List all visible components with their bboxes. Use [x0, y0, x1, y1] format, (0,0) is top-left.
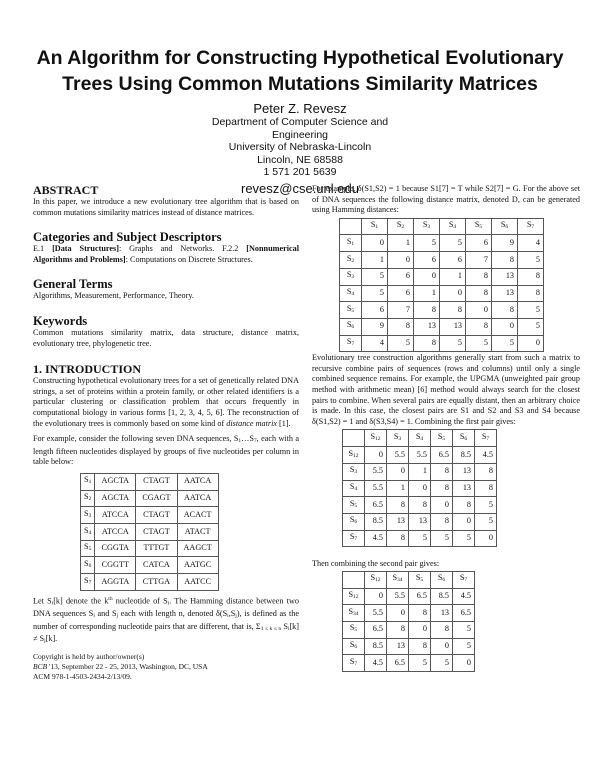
matrix-cell: 0	[388, 252, 414, 269]
matrix-cell: 13	[492, 285, 518, 302]
matrix-cell: 8	[431, 513, 453, 530]
matrix-cell: 4	[362, 335, 388, 352]
matrix-cell: 8	[492, 302, 518, 319]
matrix-cell: 0	[414, 268, 440, 285]
table-row	[340, 318, 544, 335]
table-row	[81, 507, 219, 524]
abstract-text: In this paper, we introduce a new evolutionary tree algorithm that is based on common mutations similarity matrices instead of distance matrices.	[33, 197, 299, 217]
paper-title: An Algorithm for Constructing Hypothetical Evolutionary Trees Using Common Mutations Similarity Matrices	[36, 47, 564, 95]
distance-matrix-d	[339, 218, 544, 353]
matrix-cell: 4	[518, 235, 544, 252]
matrix-cell: 5	[362, 285, 388, 302]
row-header: $S_4$	[340, 285, 362, 302]
matrix-cell: 5	[431, 655, 453, 672]
intro-paragraph-2: For example, consider the following seven DNA sequences, $S_1\dots S_7$, each with a length fifteen nucleotides displayed by groups of five nucleotides per column in table below:	[33, 434, 299, 467]
matrix-cell: 0	[409, 621, 431, 638]
matrix-cell: 8	[440, 302, 466, 319]
table-row	[81, 574, 219, 591]
matrix-cell: 0	[387, 463, 409, 480]
column-header: $S_6$	[453, 430, 475, 447]
column-header: $S_6$	[431, 571, 453, 588]
matrix-cell: 6	[388, 285, 414, 302]
sequence-cell: CGGTT	[95, 557, 136, 574]
matrix-cell: 8	[492, 252, 518, 269]
matrix-cell: 0	[362, 235, 388, 252]
matrix-cell: 6.5	[365, 497, 387, 514]
sequence-cell: AATCA	[177, 473, 218, 490]
table-row	[340, 302, 544, 319]
matrix-cell: 0	[365, 588, 387, 605]
sequence-label: $S_2$	[81, 490, 95, 507]
matrix-cell: 6	[388, 268, 414, 285]
matrix-cell: 0	[409, 480, 431, 497]
table-row	[340, 235, 544, 252]
matrix-cell: 6.5	[453, 605, 475, 622]
row-header: $S_{34}$	[343, 605, 365, 622]
table-row	[343, 463, 497, 480]
table-row	[81, 557, 219, 574]
matrix-cell: 6.5	[387, 655, 409, 672]
phone: 1 571 201 5639	[263, 166, 337, 179]
matrix-cell: 1	[409, 463, 431, 480]
matrix-cell: 5	[409, 530, 431, 547]
sequence-label: $S_3$	[81, 507, 95, 524]
sequence-cell: ATACT	[177, 523, 218, 540]
matrix-cell: 5	[475, 497, 497, 514]
matrix-cell: 5	[431, 530, 453, 547]
matrix-cell: 0	[466, 302, 492, 319]
matrix-cell: 8	[431, 621, 453, 638]
column-header: $S_6$	[492, 218, 518, 235]
row-header: $S_2$	[340, 252, 362, 269]
matrix-cell: 8	[475, 480, 497, 497]
table-row	[343, 497, 497, 514]
matrix-cell: 13	[387, 513, 409, 530]
matrix-cell: 9	[492, 235, 518, 252]
matrix-cell: 6	[414, 252, 440, 269]
sequence-label: $S_6$	[81, 557, 95, 574]
row-header: $S_6$	[343, 513, 365, 530]
matrix-cell: 6	[466, 235, 492, 252]
general-terms-heading: General Terms	[33, 277, 113, 292]
sequence-label: $S_5$	[81, 540, 95, 557]
table-row	[81, 523, 219, 540]
matrix-cell: 8	[431, 463, 453, 480]
distance-example: For example, δ(S1,S2) = 1 because S1[7] = T while S2[7] = G. For the above set of DNA sequences the following distance matrix, denoted D, can be generated using Hamming distances:	[312, 184, 580, 215]
sequence-cell: AGCTA	[95, 490, 136, 507]
matrix-cell: 13	[440, 318, 466, 335]
matrix-cell: 5	[414, 235, 440, 252]
sequence-cell: AATCC	[177, 574, 218, 591]
matrix-cell: 5.5	[387, 447, 409, 464]
table-row	[81, 473, 219, 490]
sequence-cell: AATCA	[177, 490, 218, 507]
column-header: $S_5$	[466, 218, 492, 235]
column-header: $S_2$	[388, 218, 414, 235]
matrix-cell: 0	[475, 530, 497, 547]
row-header: $S_5$	[340, 302, 362, 319]
column-header: $S_{34}$	[387, 571, 409, 588]
row-header: $S_{12}$	[343, 588, 365, 605]
matrix-cell: 5	[453, 530, 475, 547]
table-row	[340, 268, 544, 285]
matrix-cell: 5	[409, 655, 431, 672]
table-row	[340, 335, 544, 352]
matrix-cell: 0	[453, 655, 475, 672]
matrix-cell: 4.5	[453, 588, 475, 605]
sequence-cell: ACACT	[177, 507, 218, 524]
sequence-cell: ATCCA	[95, 523, 136, 540]
matrix-cell: 0	[518, 335, 544, 352]
table-row	[343, 447, 497, 464]
intro-paragraph: Constructing hypothetical evolutionary trees for a set of genetically related DNA strings, a set of proteins within a protein family, or other related identifiers is a particular clustering or classification problem that occurs frequently in computational biology in various forms [1, 2, 3, 4, 5, 6]. The reconstruction of the evolutionary trees is commonly based on some kind of distance matrix [1].	[33, 376, 299, 428]
matrix-cell: 5	[492, 335, 518, 352]
matrix-cell: 5	[362, 268, 388, 285]
matrix-cell: 7	[466, 252, 492, 269]
matrix-cell: 5.5	[365, 605, 387, 622]
row-header: $S_3$	[343, 463, 365, 480]
row-header: $S_6$	[343, 638, 365, 655]
matrix-cell: 5.5	[365, 480, 387, 497]
sequence-cell: AATGC	[177, 557, 218, 574]
matrix-cell: 6	[440, 252, 466, 269]
sequence-cell: AGGTA	[95, 574, 136, 591]
combined-matrix-2	[342, 571, 475, 672]
matrix-cell: 5.5	[365, 463, 387, 480]
matrix-cell: 5.5	[387, 588, 409, 605]
sequence-cell: AAGCT	[177, 540, 218, 557]
matrix-cell: 13	[409, 513, 431, 530]
matrix-cell: 8	[453, 497, 475, 514]
matrix-cell: 8.5	[365, 638, 387, 655]
matrix-cell: 8	[409, 605, 431, 622]
column-header: $S_5$	[431, 430, 453, 447]
matrix-cell: 5	[453, 621, 475, 638]
introduction-heading: 1. INTRODUCTION	[33, 362, 142, 377]
matrix-cell: 9	[362, 318, 388, 335]
column-header: $S_3$	[387, 430, 409, 447]
copyright-notice: Copyright is held by author/owner(s) BCB '13, September 22 - 25, 2013, Washington, DC, USA ACM 978-1-4503-2434-2/13/09.	[33, 651, 208, 681]
column-header: $S_7$	[453, 571, 475, 588]
matrix-cell: 5	[440, 335, 466, 352]
table-row	[343, 513, 497, 530]
matrix-cell: 8.5	[453, 447, 475, 464]
column-header: $S_4$	[440, 218, 466, 235]
email: revesz@cse.unl.edu	[241, 180, 359, 196]
sequence-table	[80, 473, 219, 591]
column-header: $S_1$	[362, 218, 388, 235]
abstract-heading: ABSTRACT	[33, 183, 99, 197]
sequence-cell: TTTGT	[136, 540, 177, 557]
matrix-cell: 5	[518, 318, 544, 335]
sequence-label: $S_1$	[81, 473, 95, 490]
categories-heading: Categories and Subject Descriptors	[33, 230, 222, 245]
matrix-cell: 0	[365, 447, 387, 464]
upgma-paragraph: Evolutionary tree construction algorithms generally start from such a matrix to recursive combine pairs of sequences (rows and columns) until only a single combined sequence remains. For example, the UPGMA (unweighted pair group method with arithmetic mean) [6] method would always search for the closest pairs to combine. When several pairs are equally distant, then an arbitrary choice is made. In this case, the closest pairs are S1 and S2 and S3 and S4 because δ(S1,S2) = 1 and δ(S3,S4) = 1. Combining the first pair gives:	[312, 353, 580, 426]
matrix-cell: 8	[466, 285, 492, 302]
combined-matrix-1	[342, 429, 497, 547]
row-header: $S_7$	[343, 530, 365, 547]
corner-cell	[340, 218, 362, 235]
matrix-cell: 13	[387, 638, 409, 655]
left-column	[33, 183, 299, 682]
keywords-heading: Keywords	[33, 313, 88, 328]
row-header: $S_4$	[343, 480, 365, 497]
matrix-cell: 4.5	[365, 655, 387, 672]
header-row	[343, 571, 475, 588]
hamming-definition: Let $S_i[k]$ denote the $k^{th}$ nucleotide of $S_i$. The Hamming distance between two DNA sequences $S_i$ and $S_j$ each with length n, denoted $\delta(S_i,S_j)$, is defined as the number of corresponding nucleotide pairs that are different, that is, $\Sigma_{1 \le k \le n}$ $S_i[k] \ne S_j[k]$.	[33, 595, 300, 645]
matrix-cell: 8	[387, 530, 409, 547]
matrix-cell: 7	[388, 302, 414, 319]
sequence-label: $S_4$	[81, 523, 95, 540]
column-header: $S_{12}$	[365, 430, 387, 447]
matrix-cell: 8	[409, 638, 431, 655]
column-header: $S_4$	[409, 430, 431, 447]
row-header: $S_6$	[340, 318, 362, 335]
sequence-cell: CATCA	[136, 557, 177, 574]
matrix-cell: 8	[388, 318, 414, 335]
matrix-cell: 8	[414, 302, 440, 319]
table-row	[343, 621, 475, 638]
column-header: $S_7$	[475, 430, 497, 447]
table-row	[343, 605, 475, 622]
sequence-cell: CTAGT	[136, 507, 177, 524]
matrix-cell: 8	[387, 621, 409, 638]
table-row	[340, 285, 544, 302]
matrix-cell: 5.5	[409, 447, 431, 464]
sequence-cell: CGAGT	[136, 490, 177, 507]
matrix-cell: 13	[453, 480, 475, 497]
matrix-cell: 8	[518, 285, 544, 302]
matrix-cell: 5	[440, 235, 466, 252]
general-terms-text: Algorithms, Measurement, Performance, Theory.	[33, 291, 194, 301]
matrix-cell: 13	[453, 463, 475, 480]
column-header: $S_3$	[414, 218, 440, 235]
matrix-cell: 1	[362, 252, 388, 269]
matrix-cell: 8	[518, 268, 544, 285]
author-name: Peter Z. Revesz	[253, 101, 347, 116]
column-header: $S_{12}$	[365, 571, 387, 588]
sequence-cell: CTAGT	[136, 473, 177, 490]
row-header: $S_7$	[340, 335, 362, 352]
column-header: $S_5$	[409, 571, 431, 588]
matrix-cell: 5	[518, 252, 544, 269]
matrix-cell: 8.5	[365, 513, 387, 530]
matrix-cell: 6	[362, 302, 388, 319]
table-row	[343, 530, 497, 547]
matrix-cell: 4.5	[365, 530, 387, 547]
matrix-cell: 0	[431, 638, 453, 655]
matrix-cell: 5	[388, 335, 414, 352]
matrix-cell: 8	[466, 318, 492, 335]
sequence-cell: CTAGT	[136, 523, 177, 540]
header-row	[343, 430, 497, 447]
right-column	[312, 184, 580, 672]
row-header: $S_1$	[340, 235, 362, 252]
sequence-cell: CTTGA	[136, 574, 177, 591]
matrix-cell: 5	[453, 638, 475, 655]
matrix-cell: 6.5	[365, 621, 387, 638]
row-header: $S_{12}$	[343, 447, 365, 464]
categories-text: E.1 [Data Structures]: Graphs and Networks. F.2.2 [Nonnumerical Algorithms and Problems]: Computations on Discrete Structures.	[33, 244, 300, 264]
matrix-cell: 8	[475, 463, 497, 480]
matrix-cell: 5	[475, 513, 497, 530]
matrix-cell: 6.5	[431, 447, 453, 464]
row-header: $S_3$	[340, 268, 362, 285]
second-pair-text: Then combining the second pair gives:	[312, 559, 440, 569]
table-row	[81, 540, 219, 557]
sequence-cell: AGCTA	[95, 473, 136, 490]
row-header: $S_5$	[343, 497, 365, 514]
table-row	[343, 655, 475, 672]
matrix-cell: 1	[388, 235, 414, 252]
row-header: $S_7$	[343, 655, 365, 672]
author-block: Peter Z. Revesz Department of Computer Science and Engineering University of Nebraska-Lincoln Lincoln, NE 68588 1 571 201 5639 revesz@cse.unl.edu	[0, 101, 600, 197]
matrix-cell: 1	[414, 285, 440, 302]
matrix-cell: 0	[387, 605, 409, 622]
matrix-cell: 1	[440, 268, 466, 285]
matrix-cell: 8.5	[431, 588, 453, 605]
matrix-cell: 13	[492, 268, 518, 285]
matrix-cell: 0	[431, 497, 453, 514]
table-row	[340, 252, 544, 269]
table-row	[343, 588, 475, 605]
matrix-cell: 8	[409, 497, 431, 514]
column-header: $S_7$	[518, 218, 544, 235]
matrix-cell: 13	[431, 605, 453, 622]
corner-cell	[343, 430, 365, 447]
matrix-cell: 4.5	[475, 447, 497, 464]
affiliation: Department of Computer Science and	[211, 116, 389, 128]
matrix-cell: 8	[387, 497, 409, 514]
sequence-label: $S_7$	[81, 574, 95, 591]
keywords-text: Common mutations similarity matrix, data structure, distance matrix, evolutionary tree, phylogenetic tree.	[33, 327, 299, 348]
matrix-cell: 8	[414, 335, 440, 352]
sequence-cell: ATCCA	[95, 507, 136, 524]
header-row	[340, 218, 544, 235]
matrix-cell: 0	[492, 318, 518, 335]
matrix-cell: 5	[466, 335, 492, 352]
matrix-cell: 0	[440, 285, 466, 302]
matrix-cell: 5	[518, 302, 544, 319]
matrix-cell: 0	[453, 513, 475, 530]
corner-cell	[343, 571, 365, 588]
matrix-cell: 6.5	[409, 588, 431, 605]
sequence-cell: CGGTA	[95, 540, 136, 557]
matrix-cell: 13	[414, 318, 440, 335]
row-header: $S_5$	[343, 621, 365, 638]
matrix-cell: 8	[431, 480, 453, 497]
matrix-cell: 1	[387, 480, 409, 497]
table-row	[343, 638, 475, 655]
matrix-cell: 8	[466, 268, 492, 285]
table-row	[81, 490, 219, 507]
table-row	[343, 480, 497, 497]
